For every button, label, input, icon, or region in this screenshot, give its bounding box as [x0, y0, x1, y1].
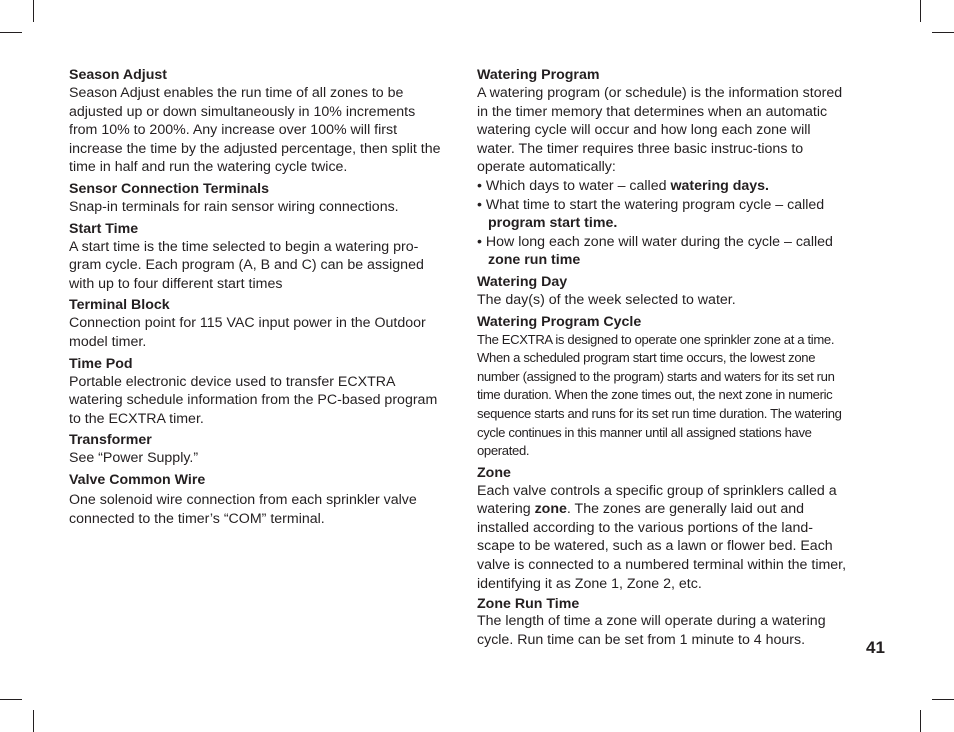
entry-title: Valve Common Wire — [69, 471, 206, 488]
bullet-program-start-time: • What time to start the watering program cycle – called program start time. — [477, 196, 825, 232]
entry-body: Snap-in terminals for rain sensor wiring connections. — [69, 198, 399, 215]
crop-mark-bottom-left-h — [0, 699, 22, 700]
crop-mark-top-left-v — [33, 0, 34, 22]
entry-body: A start time is the time selected to begin a watering pro-gram cycle. Each program (A, B and C) can be assigned with up to four different start times — [69, 238, 424, 292]
entry-title: Watering Day — [477, 273, 568, 290]
entry-title: Watering Program — [477, 67, 600, 83]
entry-title: Sensor Connection Terminals — [69, 180, 269, 197]
glossary-entry-start-time — [69, 220, 441, 294]
glossary-entry-sensor-connection-terminals — [69, 180, 441, 217]
bullet-zone-run-time: • How long each zone will water during the cycle – called zone run time — [477, 233, 833, 269]
page-number: 41 — [866, 638, 885, 657]
entry-title: Transformer — [69, 432, 152, 449]
entry-body: Season Adjust enables the run time of all zones to be adjusted up or down simultaneously in 10% increments from 10% to 200%. Any increase over 100% will first increase the time by the adjusted percentage, then split the time in half and run the watering cycle twice. — [69, 85, 441, 176]
glossary-entry-terminal-block — [69, 296, 441, 351]
entry-body: Connection point for 115 VAC input power in the Outdoor model timer. — [69, 315, 426, 350]
entry-body: Each valve controls a specific group of sprinklers called a watering zone. The zones are generally laid out and installed according to the various portions of the land-scape to be watered, such as a lawn or flower bed. Each valve is connected to a numbered terminal within the timer, identifying it as Zone 1, Zone 2, etc. — [477, 482, 847, 592]
glossary-entry-valve-common-wire — [69, 471, 441, 528]
glossary-entry-time-pod — [69, 355, 441, 429]
glossary-entry-watering-program-cycle — [477, 313, 849, 461]
entry-body: One solenoid wire connection from each sprinkler valve connected to the timer’s “COM” terminal. — [69, 491, 417, 527]
entry-title: Zone — [477, 464, 511, 481]
entry-title: Season Adjust — [69, 67, 168, 83]
entry-body: The ECXTRA is designed to operate one sprinkler zone at a time. When a scheduled program start time occurs, the lowest zone number (assigned to the program) starts and waters for its set run time duration. When the zone times out, the next zone in numeric sequence starts and runs for its set run time duration. The watering cycle continues in this manner until all assigned stations have operated. — [477, 331, 842, 459]
entry-title: Time Pod — [69, 355, 133, 372]
crop-mark-top-right-v — [920, 0, 921, 22]
entry-title: Watering Program Cycle — [477, 313, 642, 330]
entry-body: Portable electronic device used to transfer ECXTRA watering schedule information from the PC-based program to the ECXTRA timer. — [69, 373, 438, 427]
glossary-entry-zone — [477, 464, 849, 594]
entry-body: The length of time a zone will operate during a watering cycle. Run time can be set from 1 minute to 4 hours. — [477, 613, 826, 648]
entry-title: Start Time — [69, 220, 139, 237]
entry-body: The day(s) of the week selected to water. — [477, 291, 736, 308]
entry-title: Terminal Block — [69, 297, 170, 314]
entry-body: A watering program (or schedule) is the information stored in the timer memory that determines when an automatic watering cycle will occur and how long each zone will water. The timer requires three basic instruc-tions to operate automatically: — [477, 85, 843, 176]
right-column — [477, 66, 849, 649]
bullet-watering-days: • Which days to water – called watering days. — [477, 177, 769, 194]
entry-title: Zone Run Time — [477, 596, 580, 613]
crop-mark-top-right-h — [932, 32, 954, 33]
crop-mark-bottom-left-v — [33, 710, 34, 732]
glossary-entry-watering-program — [477, 66, 849, 270]
crop-mark-bottom-right-v — [920, 710, 921, 732]
glossary-entry-watering-day — [477, 273, 849, 310]
left-column — [69, 66, 441, 531]
crop-mark-top-left-h — [0, 32, 22, 33]
glossary-entry-transformer — [69, 431, 441, 468]
crop-mark-bottom-right-h — [932, 699, 954, 700]
glossary-entry-season-adjust — [69, 66, 441, 177]
glossary-entry-zone-run-time — [477, 596, 849, 649]
entry-body: See “Power Supply.” — [69, 450, 199, 467]
